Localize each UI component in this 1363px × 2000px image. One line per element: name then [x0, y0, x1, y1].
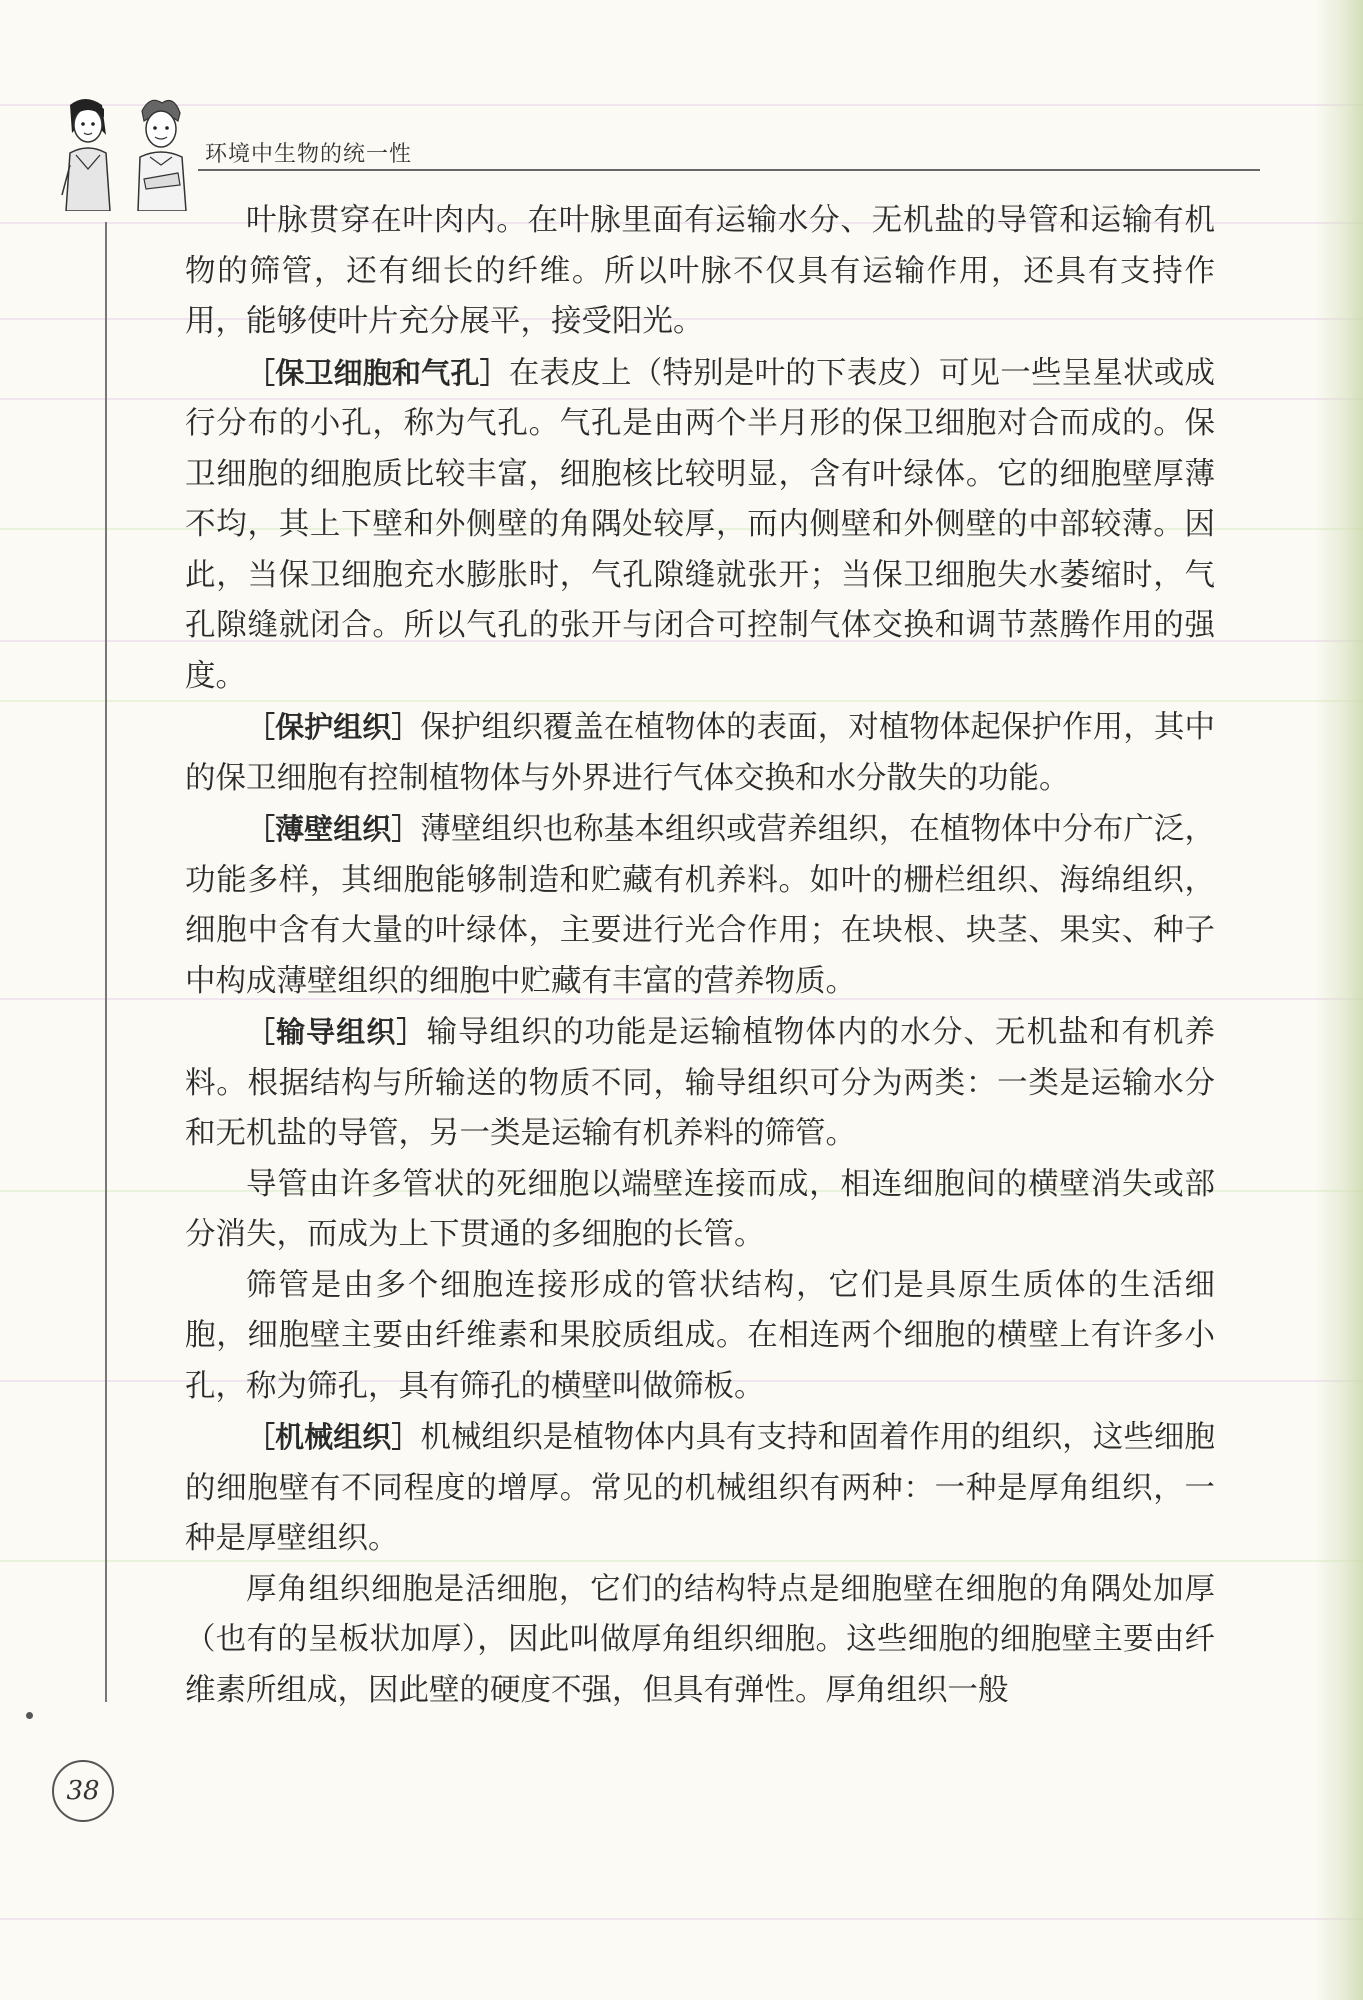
paragraph-text: 机械组织是植物体内具有支持和固着作用的组织，这些细胞的细胞壁有不同程度的增厚。常见的机械组织有两种：一种是厚角组织，一种是厚壁组织。 [185, 1420, 1215, 1556]
section-term: ［保护组织］ [246, 710, 421, 744]
section-term: ［保卫细胞和气孔］ [246, 355, 509, 390]
section-term: ［输导组织］ [246, 1015, 427, 1049]
margin-mark [26, 1712, 33, 1719]
girl-figure [62, 99, 110, 211]
paragraph-text: 输导组织的功能是运输植物体内的水分、无机盐和有机养料。根据结构与所输送的物质不同，输导组织可分为两类：一类是运输水分和无机盐的导管，另一类是运输有机养料的筛管。 [185, 1015, 1215, 1151]
paragraph [185, 804, 1215, 1007]
boy-figure [138, 100, 186, 211]
body-text [185, 196, 1215, 1716]
running-head: 环境中生物的统一性 [205, 142, 413, 167]
paragraph [185, 1160, 1215, 1261]
paragraph [185, 348, 1215, 703]
page-number: 38 [52, 1760, 114, 1822]
paragraph [185, 702, 1215, 804]
margin-rule [105, 222, 107, 1702]
paragraph [185, 1007, 1215, 1160]
section-term: ［机械组织］ [246, 1420, 421, 1454]
paragraph-text: 导管由许多管状的死细胞以端壁连接而成，相连细胞间的横壁消失或部分消失，而成为上下贯通的多细胞的长管。 [185, 1166, 1215, 1252]
paragraph [185, 196, 1215, 348]
section-term: ［薄壁组织］ [246, 812, 421, 846]
paragraph-text: 薄壁组织也称基本组织或营养组织，在植物体中分布广泛，功能多样，其细胞能够制造和贮藏有机养料。如叶的栅栏组织、海绵组织，细胞中含有大量的叶绿体，主要进行光合作用；在块根、块茎、果实、种子中构成薄壁组织的细胞中贮藏有丰富的营养物质。 [185, 812, 1215, 999]
cartoon-children-illustration [50, 95, 200, 211]
header-rule [198, 169, 1260, 171]
paragraph-text: 筛管是由多个细胞连接形成的管状结构，它们是具原生质体的生活细胞，细胞壁主要由纤维素和果胶质组成。在相连两个细胞的横壁上有许多小孔，称为筛孔，具有筛孔的横壁叫做筛板。 [185, 1267, 1215, 1404]
paragraph [185, 1412, 1215, 1565]
paragraph [185, 1261, 1215, 1413]
paragraph [185, 1565, 1215, 1717]
paragraph-text: 叶脉贯穿在叶肉内。在叶脉里面有运输水分、无机盐的导管和运输有机物的筛管，还有细长的纤维。所以叶脉不仅具有运输作用，还具有支持作用，能够使叶片充分展平，接受阳光。 [185, 203, 1215, 339]
paragraph-text: 在表皮上（特别是叶的下表皮）可见一些呈星状或成行分布的小孔，称为气孔。气孔是由两个半月形的保卫细胞对合而成的。保卫细胞的细胞质比较丰富，细胞核比较明显，含有叶绿体。它的细胞壁厚薄不均，其上下壁和外侧壁的角隅处较厚，而内侧壁和外侧壁的中部较薄。因此，当保卫细胞充水膨胀时，气孔隙缝就张开；当保卫细胞失水萎缩时，气孔隙缝就闭合。所以气孔的张开与闭合可控制气体交换和调节蒸腾作用的强度。 [185, 355, 1215, 694]
paragraph-text: 保护组织覆盖在植物体的表面，对植物体起保护作用，其中的保卫细胞有控制植物体与外界进行气体交换和水分散失的功能。 [185, 710, 1215, 796]
paragraph-text: 厚角组织细胞是活细胞，它们的结构特点是细胞壁在细胞的角隅处加厚（也有的呈板状加厚），因此叫做厚角组织细胞。这些细胞的细胞壁主要由纤维素所组成，因此壁的硬度不强，但具有弹性。厚角组织一般 [185, 1571, 1215, 1708]
